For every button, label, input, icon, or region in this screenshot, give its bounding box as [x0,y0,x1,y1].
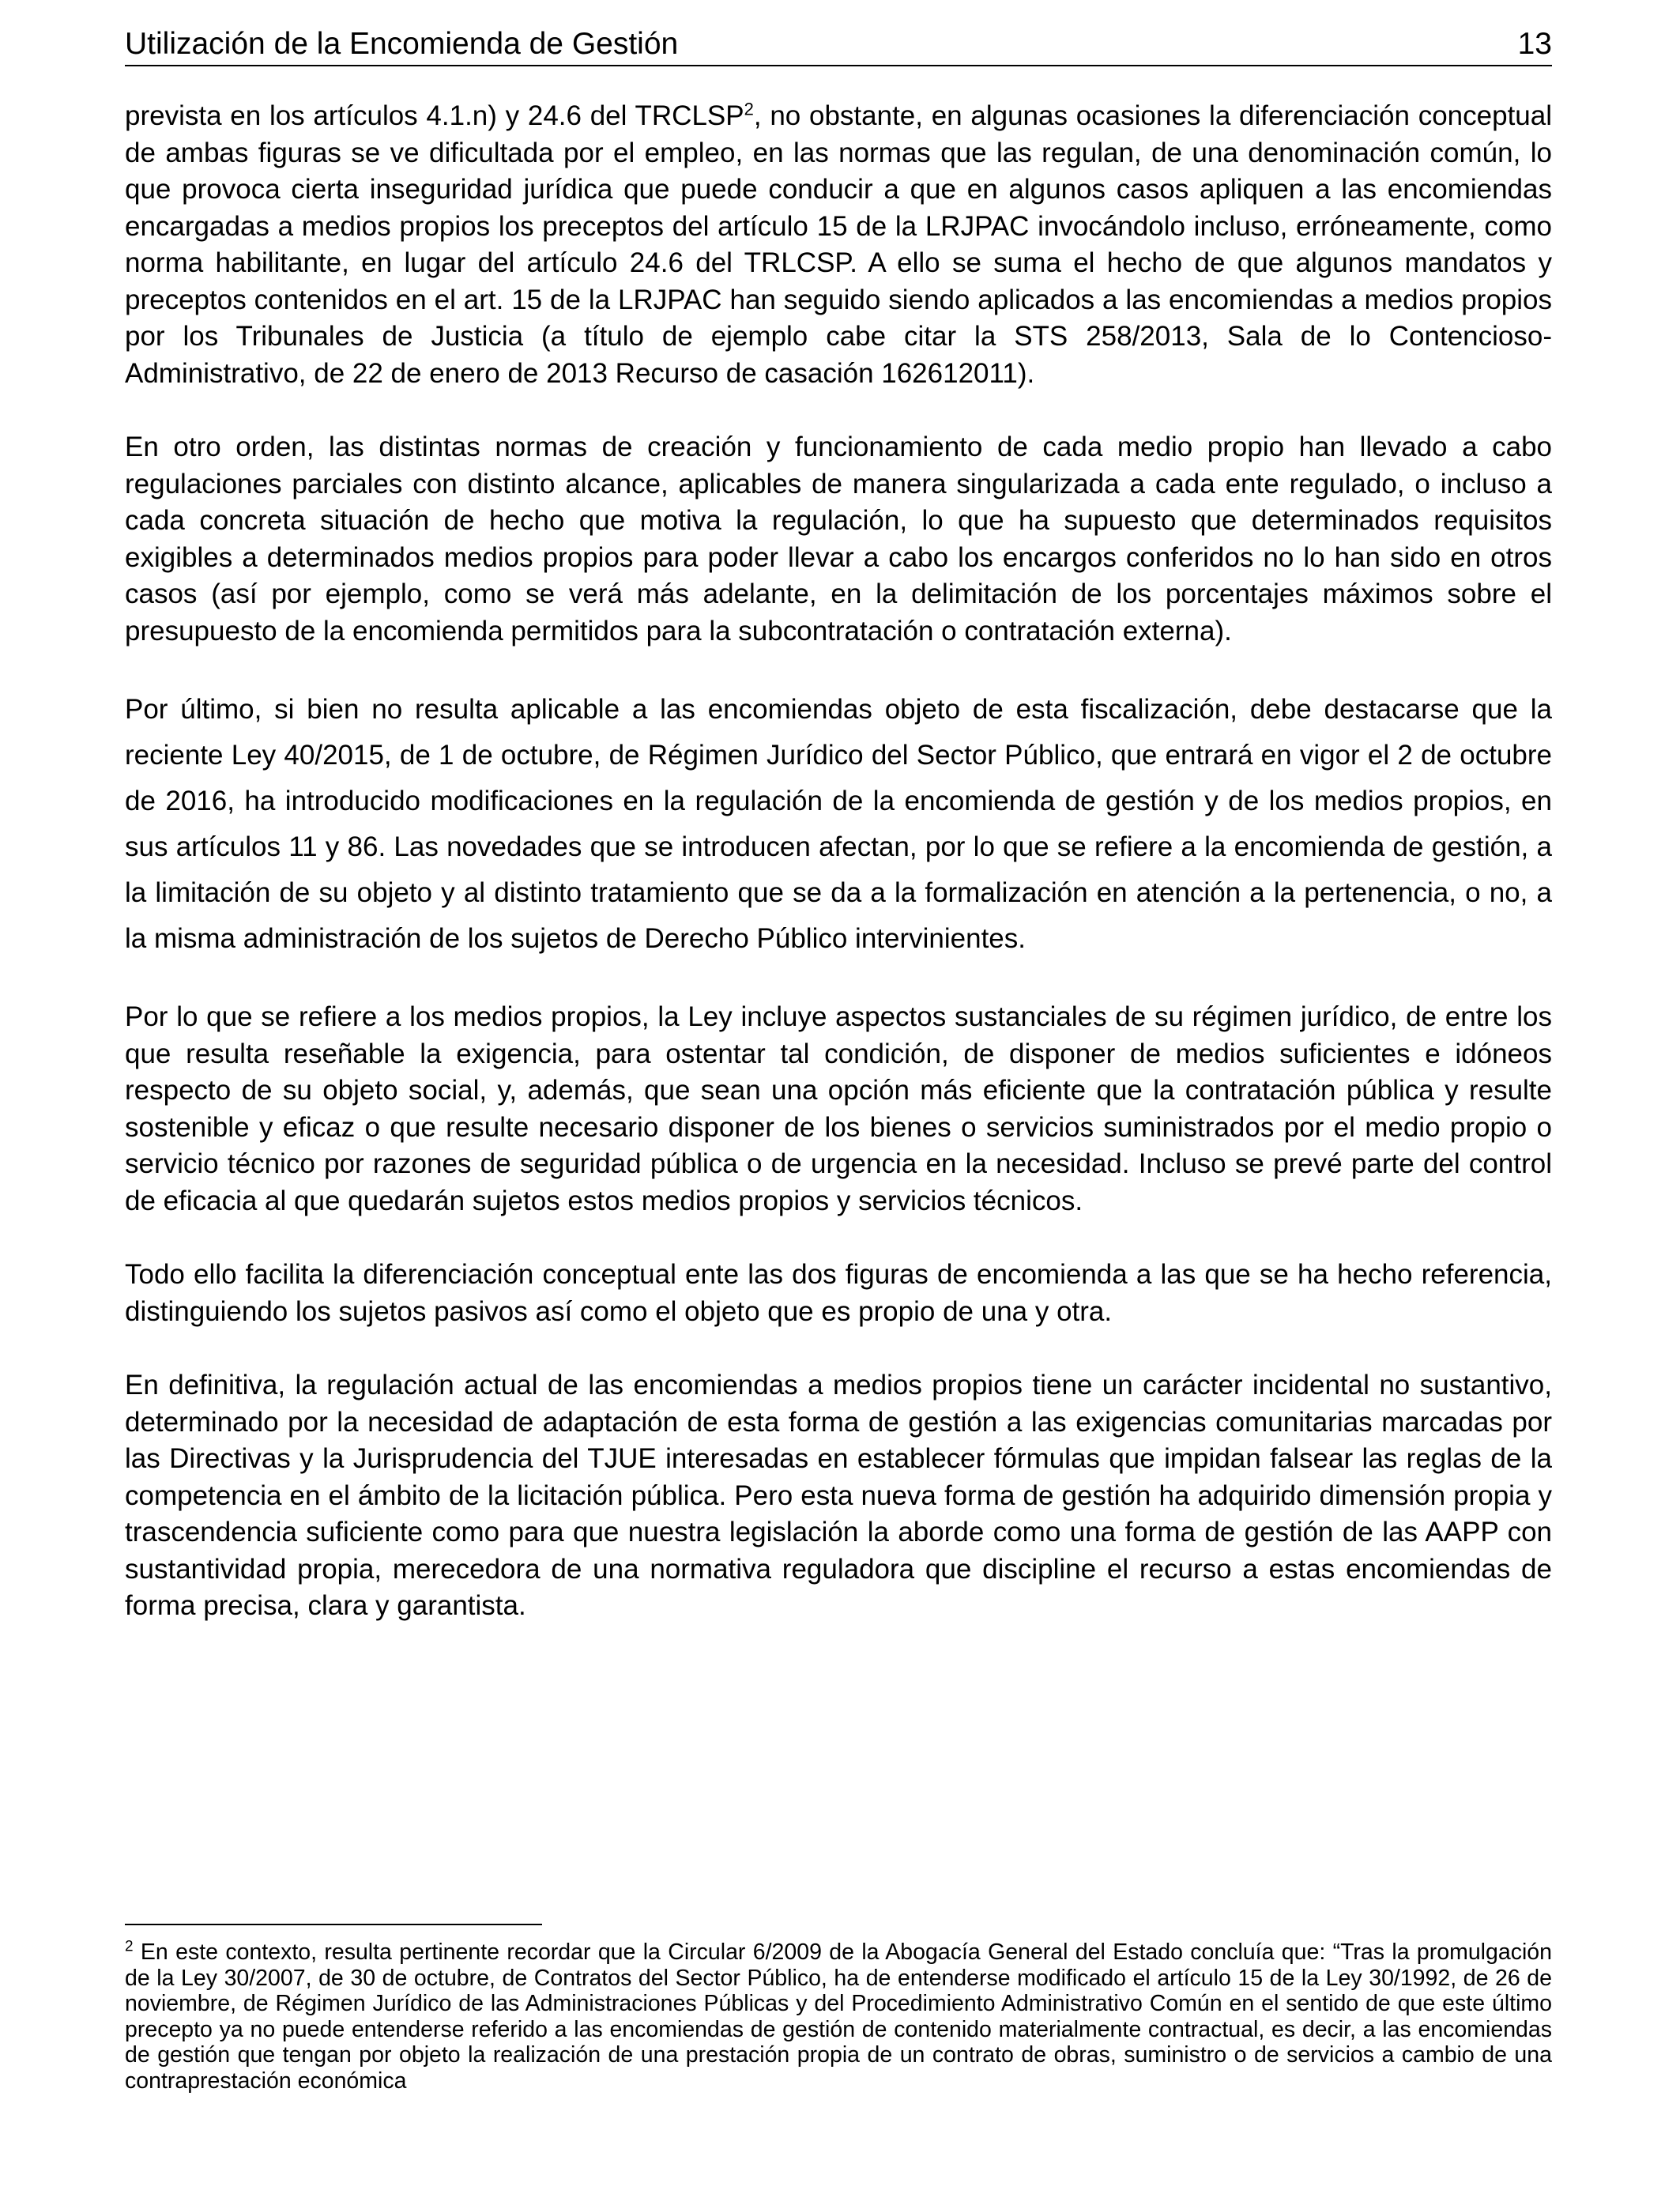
page-header [125,25,1552,66]
paragraph-6: En definitiva, la regulación actual de las encomiendas a medios propios tiene un carácter incidental no sustantivo, determinado por la necesidad de adaptación de esta forma de gestión a las exigencias comunitarias marcadas por las Directivas y la Jurisprudencia del TJUE interesadas en establecer fórmulas que impidan falsear las reglas de la competencia en el ámbito de la licitación pública. Pero esta nueva forma de gestión ha adquirido dimensión propia y trascendencia suficiente como para que nuestra legislación la aborde como una forma de gestión de las AAPP con sustantividad propia, merecedora de una normativa reguladora que discipline el recurso a estas encomiendas de forma precisa, clara y garantista. [125,1370,1552,1621]
footnote-number: 2 [125,1938,134,1955]
document-body [125,98,1552,1662]
paragraph-2: En otro orden, las distintas normas de creación y funcionamiento de cada medio propio han llevado a cabo regulaciones parciales con distinto alcance, aplicables de manera singularizada a cada ente regulado, o incluso a cada concreta situación de hecho que motiva la regulación, lo que ha supuesto que determinados requisitos exigibles a determinados medios propios para poder llevar a cabo los encargos conferidos no lo han sido en otros casos (así por ejemplo, como se verá más adelante, en la delimitación de los porcentajes máximos sobre el presupuesto de la encomienda permitidos para la subcontratación o contratación externa). [125,432,1552,647]
document-title: Utilización de la Encomienda de Gestión [125,27,679,61]
paragraph-1-text-a: prevista en los artículos 4.1.n) y 24.6 del TRCLSP [125,100,744,131]
page-number: 13 [1517,27,1552,61]
paragraph-3: Por último, si bien no resulta aplicable a las encomiendas objeto de esta fiscalización, debe destacarse que la reciente Ley 40/2015, de 1 de octubre, de Régimen Jurídico del Sector Público, que entrará en vigor el 2 de octubre de 2016, ha introducido modificaciones en la regulación de la encomienda de gestión y de los medios propios, en sus artículos 11 y 86. Las novedades que se introducen afectan, por lo que se refiere a la encomienda de gestión, a la limitación de su objeto y al distinto tratamiento que se da a la formalización en atención a la pertenencia, o no, a la misma administración de los sujetos de Derecho Público intervinientes. [125,694,1552,954]
paragraph-5: Todo ello facilita la diferenciación conceptual ente las dos figuras de encomienda a las que se ha hecho referencia, distinguiendo los sujetos pasivos así como el objeto que es propio de una y otra. [125,1259,1552,1327]
footnote-text: En este contexto, resulta pertinente recordar que la Circular 6/2009 de la Abogacía General del Estado concluía que: “Tras la promulgación de la Ley 30/2007, de 30 de octubre, de Contratos del Sector Público, ha de entenderse modificado el artículo 15 de la Ley 30/1992, de 26 de noviembre, de Régimen Jurídico de las Administraciones Públicas y del Procedimiento Administrativo Común en el sentido de que este último precepto ya no puede entenderse referido a las encomiendas de gestión de contenido materialmente contractual, es decir, a las encomiendas de gestión que tengan por objeto la realización de una prestación propia de un contrato de obras, suministro o de servicios a cambio de una contraprestación económica [125,1940,1552,2094]
paragraph-1 [125,98,1552,392]
footnote [125,1940,1552,2094]
paragraph-4: Por lo que se refiere a los medios propios, la Ley incluye aspectos sustanciales de su régimen jurídico, de entre los que resulta reseñable la exigencia, para ostentar tal condición, de disponer de medios suficientes e idóneos respecto de su objeto social, y, además, que sean una opción más eficiente que la contratación pública y resulte sostenible y eficaz o que resulte necesario disponer de los bienes o servicios suministrados por el medio propio o servicio técnico por razones de seguridad pública o de urgencia en la necesidad. Incluso se prevé parte del control de eficacia al que quedarán sujetos estos medios propios y servicios técnicos. [125,1001,1552,1216]
footnote-reference[interactable]: 2 [744,99,754,119]
footnote-separator [125,1924,542,1925]
paragraph-1-text-b: , no obstante, en algunas ocasiones la diferenciación conceptual de ambas figuras se ve dificultada por el empleo, en las normas que las regulan, de una denominación común, lo que provoca cierta inseguridad jurídica que puede conducir a que en algunos casos apliquen a las encomiendas encargadas a medios propios los preceptos del artículo 15 de la LRJPAC invocándolo incluso, erróneamente, como norma habilitante, en lugar del artículo 24.6 del TRLCSP. A ello se suma el hecho de que algunos mandatos y preceptos contenidos en el art. 15 de la LRJPAC han seguido siendo aplicados a las encomiendas a medios propios por los Tribunales de Justicia (a título de ejemplo cabe citar la STS 258/2013, Sala de lo Contencioso-Administrativo, de 22 de enero de 2013 Recurso de casación 162612011). [125,100,1552,389]
